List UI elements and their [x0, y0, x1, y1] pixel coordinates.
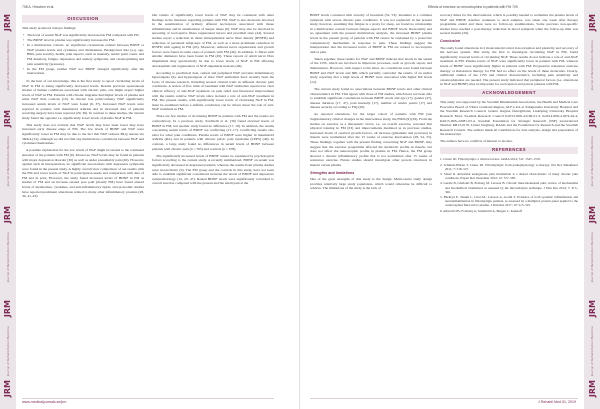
reference-item[interactable]: 2. Schmidt-Wilcke T, Clauw DJ. Fibromyalgia: from pathophysiology to therapy. Nat Rev Rheumatol 2011; 7: 518–527.	[440, 162, 578, 171]
finding-item: • In a multivariate context, no significant correlations existed between BDNF or NGF plasma levels and cytokines and chemokines. Background data (e.g. age, BMI, pain severity, health, pain aspects, such as intensity, tender point count, and FM duration), fatigue, depression and anxiety symptoms, and catastrophizing and pain sensitivity (pressure).	[22, 43, 144, 66]
journal-citation: J Rehabil Med 51, 2019	[538, 400, 576, 404]
body-paragraph: recovery times for the interventions, which is possibly needed to normalize the plasma levels of NGF and BDNF. Another weakness to such samples, was taken one week after therapy programme ended and there were no follow-up examinations. Some previous non-specific studies have reached a post-therapy reduction in mood symptom when the follow-up time was several months (56).	[440, 13, 578, 36]
spine-label: JRM	[588, 380, 597, 398]
finding-item: • The level of serum NGF was significantly decreased in FM compared with HC.	[22, 33, 144, 38]
section-heading-references: REFERENCES	[440, 147, 578, 155]
spine-journal-name: Journal of Rehabilitation Medicine	[590, 232, 594, 283]
reference-item[interactable]: 4. Gerdle B, Ghafouri B, Ernberg M, Larsson B. Chronic musculoskeletal pain: review of mechanisms and biochemical biomarkers as assessed by the microdialysis technique. J Pain Res 2014; 7: 313–326.	[440, 181, 578, 194]
left-column-1	[22, 13, 144, 393]
acknowledgement-paragraph: This study was supported by the Swedish Rheumatism Association, the Health and Medical Care Executive Board of Västra Götaland Region, ALF-LUA at Sahlgrenska University Hospital and the Swedish Research Council. Grants: Region Östergötland, Linköping University Hospital Research Fund, Swedish Research Council K2013-99X-22166-01-3, K2014-99X-21874-04-4, K2015-99X-22081-03-4, Swedish Foundation for Strategic Research (SSF) Grant/Award Number RB13-0170, Lisbet Jungberg, RAGK and the Foundation for Research and the Swedish Research Council. The authors thank all contributors for data analysis, design and preparation of the manuscript.	[440, 100, 578, 137]
body-paragraph: As reported elsewhere, for the larger cohort of patients with FM (see Supplementary clinical changes in the intervention study, the FIMb (9) (63). From the studies on exercise as a therapeutic factor, i.e. on overall exercise, revealed that physical training in FM (63) and improvements mediated as in previous studies, increased levels of cerebral growth-factors, all increase (glutamate and pyruvate) in muscle were normalized after the 15 weeks of exercise intervention (28, 54, 55). These findings, together with the present finding concerning NGF and BDNF, may suggest that the exercise programme affected the metabolic profile in muscle, but does not affect the neurotrophic profile in plasma in FM. Hence, the FM group showed a chronic inflammatory profile that is not normalized after 15 weeks of resistance exercise. Future studies should investigate other protein structures in muscle versus plasma.	[310, 112, 432, 167]
reference-item[interactable]: 5. Bäckryd E, Tanum L, Lind AL, Larsson A, Gordh T. Evidence of both systemic inflammation and neuroinflammation in fibromyalgia patients, as assessed by a multiplex protein panel applied to the cerebrospinal fluid and to plasma. J Pain Res 2017; 10: 515–525.	[440, 194, 578, 208]
right-spine	[584, 0, 600, 409]
body-paragraph: To the best of our knowledge, this is the first study to report circulating levels of NGF in FM as being significantly decreased levels. Results previous spontaneous studies of human conditions associated with chronic pain, one might expect higher levels of NGF in FM. Patients with chronic migraine had higher levels of plasma and urine NGF than controls (19). In chronic late pelvic/urinary NGF significantly increased serum levels of NGF were found (9, 37). Increased NGF levels were reported in patients with rheumatoid arthritis and in increased data of patients receiving surgery have been reported (29, 36). In contrast to these studies, the current study found the opposite i.e. significantly lower levels of plasma NGF in FM.	[22, 79, 144, 120]
right-column-2	[440, 13, 578, 393]
footer-rule	[22, 398, 274, 399]
section-heading-discussion: DISCUSSION	[22, 15, 144, 23]
subsection-heading-conclusion: Conclusion	[440, 38, 461, 43]
body-paragraph: A possible explanation for the low levels of NGF might be related to the continued situation of the patients with FM (9). Moreover, NGF levels may be found in patients with major depression disorder (36) as well as under presumably pain (40). However, against such an interpretation, no significant associations with depressive symptoms were found in the present study. A highly overall view comparison of our results with the FM and lower levels of NGF in participation needs and comparison with data of FM and in prior. However, the study found increased levels of BDNF in FM as studies of FM and an increase related post pain (mostly FM) have found altered levels of metabolites, cytokines, and anti-inflammatory lipids, and proteomic studies have reported prominent alterations related to many other inflammatory proteins (28, 30, 41–43).	[22, 148, 144, 199]
body-paragraph: BDNF levels correlated with severity of insomnia (52, 53). Insomnia is a common symptom with severe chronic pain conditions. It was not registered in the present study, however, assuming that fatigue is a proxy for sleep, we found no relationship in a multivariate context between fatigue aspects and BDNF levels. Reasonably and no agreement with the present multivariate analysis, the increased BDNF plasma levels in the present group of patients with FM cannot be explained by a protective compensatory mechanism, in response to pain. These findings suggest the interpretation that the increased levels of BDNF in FM are related to nociceptive and/or pain.	[310, 13, 432, 54]
reference-item[interactable]: 1. Clauw DJ. Fibromyalgia: a clinical review. JAMA 2014; 311: 1547–1555.	[440, 157, 541, 162]
reference-item[interactable]: 6. Albrecht DS, Forsberg A, Sandström A, Bergan C, Kadetoff	[440, 208, 523, 213]
section-heading-acknowledgement: ACKNOWLEDGEMENT	[440, 89, 578, 97]
spine-journal-name: Journal of Rehabilitation Medicine	[6, 232, 10, 283]
conflict-statement: The authors have no conflicts of interest to declare.	[440, 139, 513, 144]
body-paragraph: The current study found no associations between BDNF levels and other clinical characteristics in FM. This agrees with those of FM studies, which have not been able to establish significant correlations between BDNF levels and age (17), gender (47), disease duration (17, 47), pain intensity (17), number of tender points (17) and disease severity according to FIQ (20).	[310, 86, 432, 110]
subsection-heading-strengths: Strengths and limitations	[310, 170, 355, 175]
spine-journal-name: Journal of Rehabilitation Medicine	[6, 40, 10, 91]
body-paragraph: Our results of significantly lower levels of NGF may be consistent with other findings in the literature regarding patients with FM. NGF is also molecule involved in the sensitization of primary afferent nociceptors associated with tissue inflammation and in sensitization of deeper tissue (6). NGF may also be involved in sprouting of nociceptive fibers regenerated nerves and proximal sites (44). Several studies report a reduction in distal intraepidermal nerve fiber density (IENFD) and reduction of persistent subgroups of FM, as well as a more prominent reduction in IENFD with ageing in FM (45). Moreover, reduced nerve regeneration and growth factors were found in some cases of patients with FM (46). In addition, C-fibres with smaller diameters have been found in FM (45). These reports of small nerve fibre impairment may speculatively be due to lower levels of NGF in FM affecting development and regeneration of NGF-dependent neurons (46).	[152, 13, 274, 68]
footer-rule	[310, 398, 578, 399]
spine-journal-name: Journal of Rehabilitation Medicine	[590, 326, 594, 377]
body-paragraph: The significantly increased levels of BDNF cannot be explained by psychological factors according to the current study. A recently summarized, BDNF on serum was significantly decreased in depressed patients, whereas the results from plasma studies were inconclusive (9). The FM group and the controls in this study, have not been able to establish significant correlations between the levels of BDNF and depressive symptomatology (12, 20, 47). Raised BDNF levels were significantly correlated to overall exercise compared with the present and the small pain at the	[152, 153, 274, 186]
spine-label: JRM	[588, 206, 597, 224]
reference-item[interactable]: 3. Staud R. Abnormal endogenous pain modulation is a shared characteristic of many chronic pain conditions. Expert Rev Neurother 2012; 12: 577–585.	[440, 171, 578, 181]
spine-label: JRM	[588, 14, 597, 32]
findings-list	[22, 33, 144, 76]
body-paragraph: Taken together, these results for NGF and BDNF indicate that levels in the serum of the CNS, which are involved in important processes, such as growth, repair, and maintenance. However, with respect to the latter, no correlations were found between BDNF and NGF levels and IRP, which partially contradict the results of an earlier study reporting that a high levels of BDNF were associated with higher RP levels (12).	[310, 56, 432, 84]
spine-label: JRM	[3, 14, 12, 32]
left-column-2	[152, 13, 274, 393]
spine-label: JRM	[3, 206, 12, 224]
right-column-1	[310, 13, 432, 393]
left-spine	[0, 0, 16, 409]
spine-label: JRM	[588, 300, 597, 318]
journal-url-link[interactable]: www.medicaljournals.se/jrm	[22, 400, 67, 404]
body-paragraph: There are few studies of circulating BDNF in patients with FM and the results are contradictory. In a previous study, Sarchielli et al. (39) found elevated levels of BDNF in FM, but another study found no difference (17, 18). In addition, the results concerning serum levels of BDNF are conflicting (15–17). Conflicting results also exist for other pain conditions. Plasma levels of BDNF were higher in rheumatoid arthritis (RA) and in patients with chronic pelvic pain syndrome (CPPS) (49). In contrast, a large study found no differences in serum levels of BDNF between patients with chronic pain (n = 765) and controls (n = 678).	[152, 114, 274, 151]
spine-label: JRM	[588, 110, 597, 128]
body-paragraph: This study does not exclude that NGF levels may have been lower may have increased early disease stage of FM. The low levels of BDNF and NGF were significantly lower in FM may be due to the fact that NGF reduces BLQ release via TRKA (31), although we did not find any multivariate correlations between NGF and cytokines/chemokines.	[22, 122, 144, 146]
finding-item: • The BDNF level in plasma was significantly increased in FM.	[22, 38, 144, 43]
conclusion-paragraph: The study found alterations in 2 molecules involved in nociception and plasticity and recovery of the nervous system. This study, the first to investigate circulating NGF in FM, found significantly lowered levels of circulating NGF. These results do not indicate a role of anti-NGF treatment in FM. Plasma levels of NGF were significantly lower in patients with FM, whereas levels of BDNF were significantly higher in patients with FM. Progressive resistance exercise therapy or Relaxation therapy for FM had no effect on the levels of these molecules. Clearly, additional studies of the CNS and clinical characteristics, including pain sensitivity and catastrophization are needed. The present study indicated that peripheral factors (i.e. alterations in NGF and BDNF) may be important for nociception and pain in patients with FM.	[440, 45, 578, 87]
spine-label: JRM	[3, 110, 12, 128]
finding-item: • In the FM group, neither NGF nor BDNF changed significantly after the intervention.	[22, 67, 144, 76]
spine-label: JRM	[3, 300, 12, 318]
spine-journal-name: Journal of Rehabilitation Medicine	[6, 326, 10, 377]
spine-journal-name: Journal of Rehabilitation Medicine	[590, 136, 594, 187]
spine-label: JRM	[3, 380, 12, 398]
reference-list	[440, 157, 578, 212]
body-paragraph: One of the great strengths of this study is the design. Multi-centre study design provides relatively large study population, which would otherwise be difficult to achieve. The limitations of the study is the lack of	[310, 177, 432, 191]
right-page	[300, 0, 600, 409]
body-paragraph: According to preclinical data, central and peripheral NGF prevents inflammatory hyperalgesia (6), and hyperalgesia of mice NGF antibodies have recently been the focus of intense research, including several clinical trials in different chronic pain conditions. A review of five trials of treatment with NGF antibodies reported no clear clinical efficacy of anti-NGF treatment on pain relief and functional improvement with the results relative NGF levels since isolated a role of anti-NGF treatment in FM. The present results, with significantly lower levels of circulating NGF in FM, must be examined before a definite conclusion can be drawn about the role of anti-NGF treatment in FM.	[152, 70, 274, 112]
spine-journal-name: Journal of Rehabilitation Medicine	[6, 136, 10, 187]
spine-journal-name: Journal of Rehabilitation Medicine	[590, 40, 594, 91]
running-head: 708 A. Hirschen et al.	[22, 5, 55, 9]
running-head: Effects of exercise on neurotrophins in patients with FM 709	[428, 5, 518, 9]
discussion-intro: This study produced 4 major findings:	[22, 25, 77, 30]
